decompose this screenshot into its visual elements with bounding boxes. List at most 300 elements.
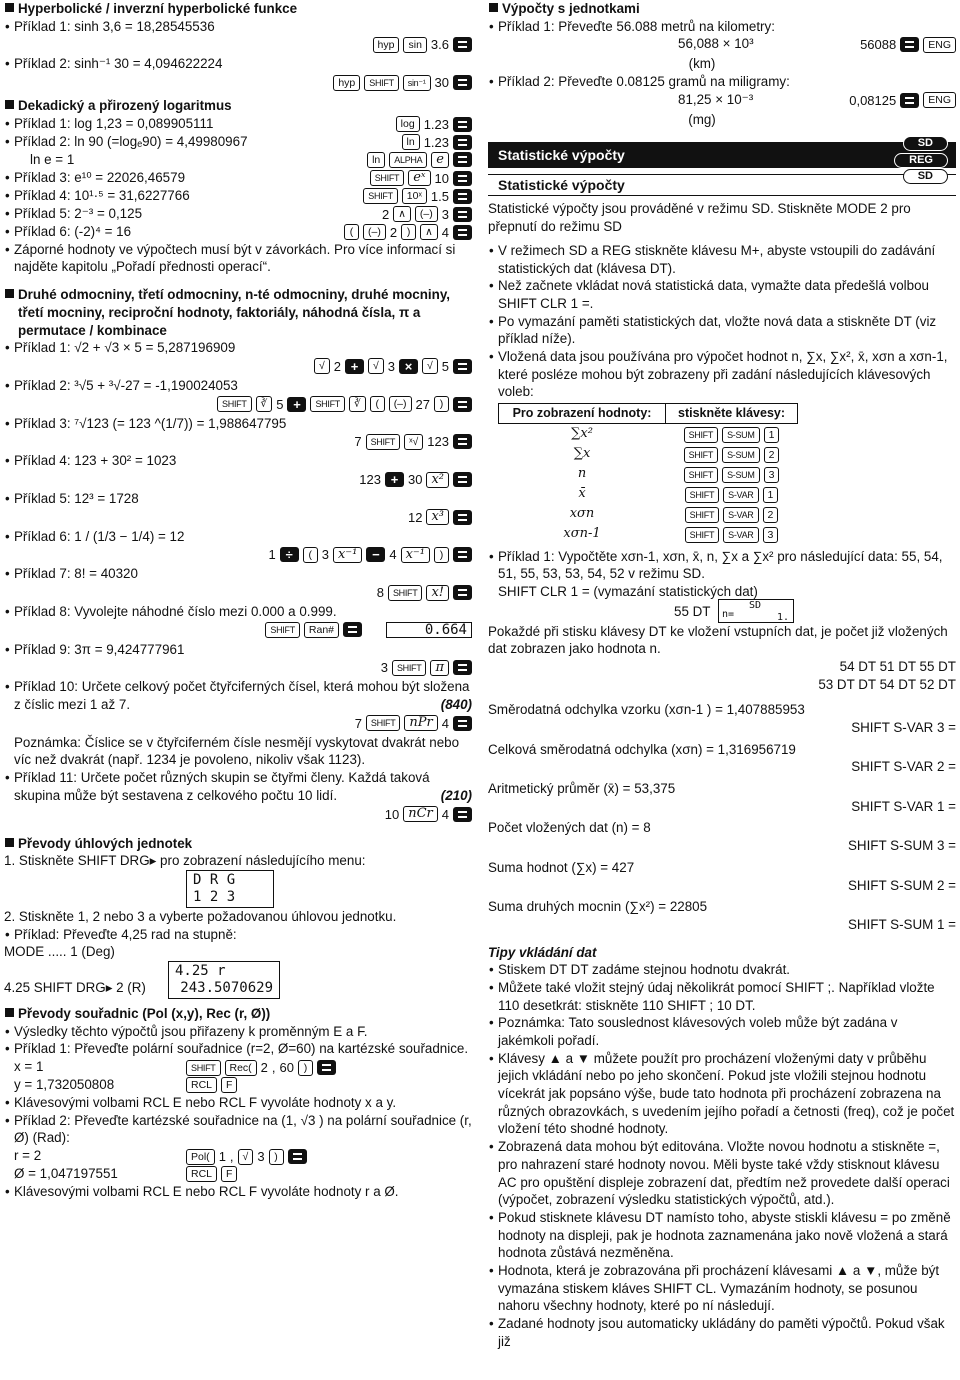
stat-key-combo: [666, 444, 798, 464]
res-sum2: Suma druhých mocnin (∑x²) = 22805: [488, 899, 708, 915]
key-x: x³: [426, 509, 449, 525]
equals-key-icon: [453, 397, 472, 412]
key-digits: 3: [321, 547, 329, 563]
unit-ex2-calc-row: [488, 91, 956, 111]
root-ex5: • Příklad 5: 12³ = 1728: [4, 490, 472, 508]
tip-item: • Hodnota, která je zobrazována při procházení klávesami ▲ a ▼, může být vymazána stiskem kláves SHIFT CL. Vymazáním hodnoty, se posunou nahoru všechny hodnoty, které po ní následují.: [488, 1262, 956, 1315]
key-sym: (–): [415, 206, 438, 222]
key-digits: 123: [427, 434, 449, 450]
key-shift: SHIFT: [186, 1060, 221, 1076]
stat-value-symbol: ∑x: [573, 445, 591, 461]
root-ex1-keys-row: [4, 357, 472, 377]
key-digits: ,: [229, 1149, 234, 1165]
ang-menu-lcd: [186, 870, 274, 908]
key-digits: 1: [268, 547, 276, 563]
ang-menu-row2: 1 2 3: [193, 888, 236, 905]
key-number: 3: [763, 527, 779, 543]
key-digits: 60: [279, 1060, 294, 1075]
stat-table-row: [499, 444, 798, 464]
pol-title: Převody souřadnic (Pol (x,y), Rec (r, Ø)): [4, 1005, 472, 1023]
root-ex7: • Příklad 7: 8! = 40320: [4, 565, 472, 583]
key-digits: 3: [441, 206, 449, 222]
ang-ex: • Příklad: Převeďte 4,25 rad na stupně:: [4, 926, 472, 944]
key-x: x⁻¹: [333, 547, 362, 563]
key-sym: ˣ√: [404, 434, 423, 450]
key-shift: SHIFT: [684, 467, 719, 483]
log-ex3-text: Příklad 3: e¹⁰ = 22026,46579: [14, 169, 186, 185]
stat-data2: 53 DT DT 54 DT 52 DT: [818, 676, 956, 692]
root-ex10: [4, 678, 472, 713]
pol-x-row: [4, 1058, 472, 1076]
key-sym: (–): [389, 396, 412, 412]
log-title: Dekadický a přirozený logaritmus: [4, 97, 472, 115]
key-digits: 4: [441, 715, 449, 731]
root-ex1: • Příklad 1: √2 + √3 × 5 = 5,287196909: [4, 339, 472, 357]
key-digits: 123: [359, 471, 381, 487]
sd-mode-pill-2: SD: [903, 169, 948, 184]
key-sequence: [363, 188, 472, 205]
ang-result-lcd: [168, 961, 280, 999]
pol-r: r = 2: [14, 1148, 42, 1164]
key-shift: SHIFT: [265, 622, 300, 638]
key-stat-function: S-SUM: [722, 467, 760, 483]
key-digits: 3: [380, 660, 388, 676]
key-rcl: RCL: [186, 1166, 217, 1182]
tip-item: • Můžete také vložit stejný údaj několikrát pomocí SHIFT ;. Například vložte 110 desetkrát: stiskněte 110 SHIFT ; 10 DT.: [488, 979, 956, 1014]
key-number: 3: [764, 467, 780, 483]
key-sequence: [268, 546, 472, 563]
pol-l3: • Klávesovými volbami RCL E nebo RCL F vyvoláte hodnoty r a Ø.: [4, 1183, 472, 1201]
key-digits: 2: [333, 358, 341, 374]
tip-item: • Stiskem DT DT zadáme stejnou hodnotu dvakrát.: [488, 961, 956, 979]
right-column: [488, 0, 956, 1350]
stat-table-h2: stiskněte klávesy:: [666, 404, 798, 424]
key-sequence: [359, 471, 472, 488]
key-x: x⁻¹: [401, 547, 430, 563]
root-ex10-keys-row: [4, 714, 472, 734]
key-alpha: ALPHA: [389, 152, 427, 168]
equals-key-icon: [453, 585, 472, 600]
tip-item: • Poznámka: Tato souslednost klávesových voleb může být zadána v jakémkoli pořadí.: [488, 1014, 956, 1049]
equals-key-icon: [453, 171, 472, 186]
key-log: log: [396, 116, 420, 132]
key-op-sym: +: [385, 472, 404, 487]
key-ran: Ran#: [304, 622, 339, 638]
key-sym: ∛: [256, 396, 273, 412]
tips-title: Tipy vkládání dat: [488, 944, 597, 960]
key-shift: SHIFT: [364, 75, 399, 91]
key-sym: (: [344, 224, 359, 240]
root-title: Druhé odmocniny, třetí odmocniny, n-té odmocniny, druhé mocniny, třetí mocniny, reciproční hodnoty, faktoriály, náhodná čísla, π a permutace / kombinace: [4, 286, 472, 339]
stat-lcd-val: 1.: [776, 611, 789, 623]
key-shift: SHIFT: [392, 660, 427, 676]
log-ex2b-text: ln e = 1: [30, 151, 75, 167]
hyp-ex2-keys-row: [4, 73, 472, 93]
res-sum: Suma hodnot (∑x) = 427: [488, 859, 635, 875]
key-shift: SHIFT: [366, 715, 401, 731]
reg-mode-pill: REG: [894, 153, 948, 168]
key-stat-function: S-VAR: [723, 527, 758, 543]
key-stat-function: S-VAR: [723, 507, 758, 523]
key-rcl: RCL: [186, 1077, 217, 1093]
log-ex2-text: Příklad 2: ln 90 (=logₑ90) = 4,49980967: [14, 133, 248, 149]
key-op-sym: ÷: [280, 547, 299, 562]
key-digits: 4: [441, 224, 449, 240]
tip-item: • Zobrazená data mohou být editována. Vložte novou hodnotu a stiskněte =, pro nahrazení staré hodnoty novou. Měli byste také vždy stisknout klávesu AC pro opuštění displeje zobrazení dat, předtím než provedete další operaci (výpočet, zobrazení výsledku statistických výpočtů, atd.).: [488, 1138, 956, 1209]
stat-intro: Statistické výpočty jsou prováděné v režimu SD. Stiskněte MODE 2 pro přepnutí do režimu SD: [488, 201, 911, 235]
equals-key-icon: [317, 1060, 336, 1075]
key-sequence: [354, 433, 472, 450]
equals-key-icon: [453, 434, 472, 449]
stat-lcd-mode: SD: [749, 599, 762, 611]
key-number: 1: [763, 487, 779, 503]
key-sym: ): [298, 1060, 313, 1076]
stat-ex1-clear: SHIFT CLR 1 = (vymazání statistických dat): [498, 583, 758, 599]
key-sym: √: [368, 358, 384, 374]
key-shift: SHIFT: [363, 188, 398, 204]
key-op-sym: +: [287, 397, 306, 412]
log-ex1: [4, 115, 472, 133]
root-ex2-keys-row: [4, 395, 472, 415]
key-digits: 10: [384, 806, 400, 822]
key-f: F: [221, 1077, 237, 1093]
key-hyp: hyp: [373, 37, 400, 53]
key-number: 2: [763, 507, 779, 523]
log-ex2b: [4, 151, 472, 169]
key-sequence: [381, 659, 472, 676]
key-sym: (–): [363, 224, 386, 240]
ran-result-display: 0.664: [386, 622, 472, 638]
log-ex3: [4, 169, 472, 187]
equals-key-icon: [453, 359, 472, 374]
key-digits: 30: [434, 75, 449, 91]
unit-ex1: • Příklad 1: Převeďte 56.088 metrů na kilometry:: [488, 18, 956, 36]
stat-key-combo: [666, 464, 798, 484]
root-ex2: • Příklad 2: ³√5 + ³√-27 = -1,190024053: [4, 377, 472, 395]
res-sx2: Celková směrodatná odchylka (xσn) = 1,316956719: [488, 741, 796, 757]
key-f: F: [221, 1166, 237, 1182]
unit-ex1-calc-row: [488, 35, 956, 55]
key-shift: SHIFT: [685, 507, 720, 523]
key-pol: Pol(: [186, 1149, 215, 1165]
ang-keys-row: [4, 961, 472, 999]
equals-key-icon: [453, 75, 472, 90]
ang-lcd-line2: 243.5070629: [180, 979, 273, 996]
stat-b4: • Vložená data jsou používána pro výpočet hodnot n, ∑x, ∑x², x̄, xσn a xσn-1, které posléze mohou být zobrazeny při zadání následujících klávesových voleb:: [488, 348, 956, 401]
stat-key-combo: [666, 423, 798, 444]
key-sequence: [186, 1077, 237, 1093]
key-sequence: [186, 1166, 237, 1182]
res-n-keys: SHIFT S-SUM 3 =: [847, 838, 956, 854]
key-sequence: [385, 806, 472, 823]
key-sequence: [265, 622, 362, 638]
key-sym: √: [422, 358, 438, 374]
equals-key-icon: [453, 472, 472, 487]
hyp-title: Hyperbolické / inverzní hyperbolické funkce: [4, 0, 472, 18]
key-sequence: [396, 116, 472, 133]
stat-lcd: [718, 599, 794, 623]
ang-mode: MODE ..... 1 (Deg): [4, 944, 115, 960]
key-npr: nPr: [404, 715, 437, 731]
key-sequence: [408, 509, 472, 526]
key-x: x²: [426, 472, 449, 488]
key-sym: ∧: [420, 224, 438, 240]
stat-banner: [488, 137, 956, 168]
key-sin: sin: [403, 37, 426, 53]
equals-key-icon: [453, 135, 472, 150]
key-digits: 1: [218, 1149, 226, 1165]
stat-first-entry-row: [488, 601, 956, 623]
key-sym: ∧: [393, 206, 411, 222]
unit-ex1-unit: (km): [688, 56, 716, 72]
root-note: Poznámka: Číslice se v čtyřciferném čísle nesmějí vyskytovat dvakrát nebo víc než dvakrát (např. 1234 je povoleno, nikoliv však 1123).: [14, 734, 460, 768]
key-digits: 5: [276, 396, 284, 412]
equals-key-icon: [453, 189, 472, 204]
key-shift: SHIFT: [310, 396, 345, 412]
pol-o-row: [4, 1165, 472, 1183]
key-digits: 5: [441, 358, 449, 374]
ang-keys: 4.25 SHIFT DRG▸ 2 (R): [4, 979, 146, 995]
key-sym: ): [434, 547, 449, 563]
res-sx1: Směrodatná odchylka vzorku (xσn-1 ) = 1,407885953: [488, 702, 805, 718]
key-digits: 3.6: [430, 37, 449, 53]
log-ex5: [4, 205, 472, 223]
res-sx2-keys: SHIFT S-VAR 2 =: [851, 759, 956, 775]
key-digits: 3: [387, 358, 395, 374]
res-n: Počet vložených dat (n) = 8: [488, 820, 651, 836]
res-sum-keys: SHIFT S-SUM 2 =: [847, 877, 956, 893]
root-ex11: [4, 769, 472, 804]
key-shift: SHIFT: [685, 527, 720, 543]
key-sequence: [860, 36, 956, 53]
pol-ex2: • Příklad 2: Převeďte kartézské souřadnice na (1, √3 ) na polární souřadnice (r, Ø) (Rad):: [4, 1112, 472, 1147]
root-ex5-keys-row: [4, 508, 472, 528]
key-rec: Rec(: [225, 1060, 257, 1076]
key-eng: ENG: [923, 92, 956, 108]
unit-ex2-unit: (mg): [688, 111, 716, 127]
stat-sub-title: Statistické výpočty: [498, 177, 625, 194]
stat-b2: • Než začnete vkládat nová statistická data, vymažte data předešlá volbou SHIFT CLR 1 =.: [488, 277, 956, 312]
key-eng: ENG: [923, 37, 956, 53]
key-sequence: [344, 224, 472, 241]
stat-keys-table: [498, 403, 798, 544]
res-sum2-keys: SHIFT S-SUM 1 =: [847, 916, 956, 932]
key-sym: ): [434, 396, 449, 412]
key-ln: ln: [402, 134, 420, 150]
equals-key-icon: [288, 1149, 307, 1164]
key-sym: √: [314, 358, 330, 374]
stat-table-row: [499, 524, 798, 544]
key-ln: ln: [367, 152, 385, 168]
log-ex5-text: Příklad 5: 2⁻³ = 0,125: [14, 205, 143, 221]
stat-b1: • V režimech SD a REG stiskněte klávesu M+, abyste vstoupili do zadávání statistických dat (klávesa DT).: [488, 242, 956, 277]
key-number: 1: [764, 427, 780, 443]
stat-key-combo: [666, 504, 798, 524]
key-shift: SHIFT: [366, 434, 401, 450]
stat-ex1: • Příklad 1: Vypočtěte xσn-1, xσn, x̄, n, ∑x a ∑x² pro následující data: 55, 54, 51, 55, 53, 53, 54, 52 v režimu SD.: [488, 548, 956, 583]
stat-value-symbol: ∑x²: [571, 425, 593, 441]
key-digits: 30: [407, 471, 423, 487]
pol-x: x = 1: [14, 1059, 44, 1074]
equals-key-icon: [453, 510, 472, 525]
stat-ex1-note: Pokaždé při stisku klávesy DT ke vložení vstupních dat, je počet již vložených dat zobrazen jako hodnota n.: [488, 623, 948, 657]
key-shift: SHIFT: [388, 585, 423, 601]
key-sequence: [314, 358, 472, 375]
root-ex3: • Příklad 3: ⁷√123 (= 123 ^(1/7)) = 1,988647795: [4, 415, 472, 433]
unit-ex2-calc: 81,25 × 10⁻³: [678, 91, 754, 107]
root-ex10-text: Příklad 10: Určete celkový počet čtyřciferných čísel, která mohou být složena z číslic mezi 1 až 7.: [14, 679, 470, 713]
hyp-ex1: • Příklad 1: sinh 3,6 = 18,28545536: [4, 18, 472, 36]
key-sequence: [367, 152, 472, 168]
root-ex7-keys-row: [4, 583, 472, 603]
equals-key-icon: [453, 225, 472, 240]
stat-banner-title: Statistické výpočty: [498, 147, 625, 164]
log-ex4-text: Příklad 4: 10¹·⁵ = 31,6227766: [14, 187, 190, 203]
stat-table-header: [499, 404, 798, 424]
key-sym: π: [430, 660, 449, 676]
root-ex11-text: Příklad 11: Určete počet různých skupin se čtyřmi členy. Každá taková skupina může být sestavena z celkového počtu 10 lidí.: [14, 770, 430, 803]
key-digits: 3: [257, 1149, 265, 1165]
pol-o: Ø = 1,047197551: [14, 1166, 118, 1182]
stat-table-row: [499, 464, 798, 484]
ang-menu-display: [4, 870, 472, 908]
stat-lcd-n: n=: [722, 608, 735, 620]
key-sin: sin⁻¹: [403, 75, 431, 91]
stat-table-h1: Pro zobrazení hodnoty:: [499, 404, 666, 424]
key-sequence: [382, 206, 472, 223]
key-shift: SHIFT: [684, 427, 719, 443]
stat-first-entry: 55 DT: [674, 603, 711, 619]
unit-title: Výpočty s jednotkami: [488, 0, 956, 18]
log-note: • Záporné hodnoty ve výpočtech musí být v závorkách. Pro více informací si najděte kapitolu „Pořadí přednosti operací“.: [4, 241, 472, 276]
root-ex6: • Příklad 6: 1 / (1/3 − 1/4) = 12: [4, 528, 472, 546]
key-digits: 1.23: [423, 134, 449, 150]
ang-title: Převody úhlových jednotek: [4, 835, 472, 853]
root-ex6-keys-row: [4, 545, 472, 565]
log-ex4: [4, 187, 472, 205]
key-sym: ): [269, 1149, 284, 1165]
log-ex6-text: Příklad 6: (-2)⁴ = 16: [14, 223, 132, 239]
stat-key-combo: [666, 524, 798, 544]
stat-value-symbol: xσn-1: [563, 525, 601, 541]
stat-table-row: [499, 504, 798, 524]
stat-value-symbol: x̄: [578, 485, 586, 501]
pol-y: y = 1,732050808: [14, 1077, 115, 1092]
stat-table-row: [499, 423, 798, 444]
log-ex6: [4, 223, 472, 241]
left-column: [4, 0, 472, 1201]
pol-ex1: • Příklad 1: Převeďte polární souřadnice (r=2, Ø=60) na kartézské souřadnice.: [4, 1040, 472, 1058]
key-digits: 4: [389, 547, 397, 563]
key-digits: 12: [407, 509, 423, 525]
tips-list: [488, 961, 956, 1350]
key-digits: 7: [354, 715, 362, 731]
ang-lcd-line1: 4.25 r: [175, 962, 226, 979]
key-stat-function: S-SUM: [722, 447, 760, 463]
key-10: 10ˣ: [402, 188, 427, 204]
key-digits: 2: [389, 224, 398, 240]
stat-key-combo: [666, 484, 798, 504]
key-sequence: [377, 584, 472, 601]
tip-item: • Zadané hodnoty jsou automaticky ukládány do paměti výpočtů. Pokud však již: [488, 1315, 956, 1350]
root-ex8-keys-row: [4, 621, 472, 641]
key-sequence: [355, 715, 472, 732]
key-stat-function: S-SUM: [722, 427, 760, 443]
key-digits: 1.23: [423, 116, 449, 132]
root-ex4-keys-row: [4, 470, 472, 490]
key-e: eˣ: [408, 170, 430, 186]
key-sequence: [370, 170, 472, 187]
equals-key-icon: [900, 37, 919, 52]
root-ex8: • Příklad 8: Vyvolejte náhodné číslo mezi 0.000 a 0.999.: [4, 603, 472, 621]
key-op-sym: ×: [399, 359, 418, 374]
key-sequence: [402, 134, 473, 151]
key-digits: 7: [354, 434, 362, 450]
hyp-ex1-keys-row: [4, 35, 472, 55]
log-ex2: [4, 133, 472, 151]
key-sym: ∛: [349, 396, 366, 412]
sd-mode-pill: SD: [903, 136, 948, 151]
root-ex4: • Příklad 4: 123 + 30² = 1023: [4, 452, 472, 470]
key-op-sym: −: [366, 547, 385, 562]
equals-key-icon: [453, 207, 472, 222]
key-ncr: nCr: [403, 806, 438, 822]
key-sequence: [333, 74, 472, 91]
key-stat-function: S-VAR: [723, 487, 758, 503]
key-sym: (: [370, 396, 385, 412]
equals-key-icon: [343, 622, 362, 637]
equals-key-icon: [900, 93, 919, 108]
res-mean: Aritmetický průměr (x̄) = 53,375: [488, 781, 676, 797]
equals-key-icon: [453, 660, 472, 675]
log-ex1-text: Příklad 1: log 1,23 = 0,089905111: [14, 115, 214, 131]
key-shift: SHIFT: [370, 170, 405, 186]
stat-subheading: [488, 170, 956, 196]
key-hyp: hyp: [333, 75, 360, 91]
res-sx1-keys: SHIFT S-VAR 3 =: [851, 720, 956, 735]
key-shift: SHIFT: [685, 487, 720, 503]
key-digits: 56088: [860, 37, 897, 53]
tip-item: • Pokud stisknete klávesu DT namísto toho, abyste stiskli klávesu = po změně hodnoty na displeji, pak je hodnota zaznamenána jako nově vložená a stará hodnota zůstává nezměněna.: [488, 1209, 956, 1262]
root-ex8-keys: [265, 622, 472, 638]
pol-y-row: [4, 1076, 472, 1094]
key-sequence: [186, 1148, 307, 1165]
key-op-sym: +: [345, 359, 364, 374]
res-mean-keys: SHIFT S-VAR 1 =: [851, 798, 956, 814]
stat-b3: • Po vymazání paměti statistických dat, vložte nová data a stiskněte DT (viz příklad níže).: [488, 313, 956, 348]
key-sequence: [217, 396, 472, 413]
key-sym: ): [401, 224, 416, 240]
root-ex9-keys-row: [4, 658, 472, 678]
key-digits: 1.5: [430, 188, 449, 204]
key-number: 2: [764, 447, 780, 463]
equals-key-icon: [453, 152, 472, 167]
pol-l2: • Klávesovými volbami RCL E nebo RCL F vyvoláte hodnoty x a y.: [4, 1094, 472, 1112]
pol-l1: • Výsledky těchto výpočtů jsou přiřazeny k proměnným E a F.: [4, 1023, 472, 1041]
key-shift: SHIFT: [217, 396, 252, 412]
key-digits: ,: [271, 1060, 276, 1075]
ang-step2: 2. Stiskněte 1, 2 nebo 3 a vyberte požadovanou úhlovou jednotku.: [4, 908, 397, 924]
equals-key-icon: [453, 807, 472, 822]
key-e: e: [431, 152, 449, 168]
equals-key-icon: [453, 547, 472, 562]
pol-r-row: [4, 1147, 472, 1165]
root-ex3-keys-row: [4, 432, 472, 452]
stat-value-symbol: n: [577, 465, 587, 481]
equals-key-icon: [453, 117, 472, 132]
root-ex11-result: (210): [440, 787, 472, 803]
hyp-ex2: • Příklad 2: sinh⁻¹ 30 = 4,094622224: [4, 55, 472, 73]
